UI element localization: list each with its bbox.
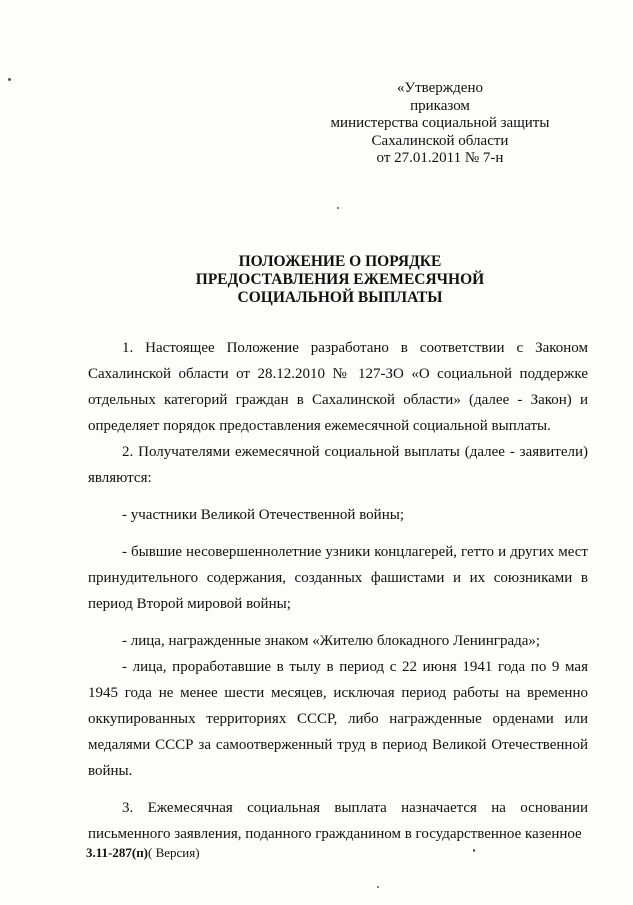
scan-speck [8,78,11,81]
title-line: СОЦИАЛЬНОЙ ВЫПЛАТЫ [237,289,443,306]
approval-line: приказом [410,97,470,114]
scan-speck [473,849,475,852]
approval-line: «Утверждено [396,80,483,96]
approval-line: от 27.01.2011 № 7-н [376,150,504,166]
title-line: ПОЛОЖЕНИЕ О ПОРЯДКЕ [238,253,442,270]
document-body [88,335,588,847]
paragraph-1: 1. Настоящее Положение разработано в соответствии с Законом Сахалинской области от 28.12.2010 № 127-ЗО «О социальной поддержке отдельных категорий граждан в Сахалинской области» (далее - Закон) и определяет порядок предоставления ежемесячной социальной выплаты. [88,340,588,434]
footer-document-code [86,845,200,861]
approval-line: министерства социальной защиты [330,115,550,131]
paragraph-3: 3. Ежемесячная социальная выплата назначается на основании письменного заявления, поданного гражданином в государственное казенное [88,800,588,842]
approval-block [310,80,570,168]
scan-speck [377,886,379,888]
list-item: - лица, проработавшие в тылу в период с 22 июня 1941 года по 9 мая 1945 года не менее шести месяцев, исключая период работы на временно оккупированных территориях СССР, либо награжденные орденами или медалями СССР за самоотверженный труд в период Великой Отечественной войны. [88,659,588,779]
approval-line: Сахалинской области [371,132,509,149]
scan-speck [337,207,339,209]
footer-version: ( Версия) [148,845,200,860]
list-item: - участники Великой Отечественной войны; [122,507,404,523]
list-item: - лица, награжденные знаком «Жителю блокадного Ленинграда»; [122,633,541,649]
footer-code: 3.11-287(п) [86,845,149,860]
title-line: ПРЕДОСТАВЛЕНИЯ ЕЖЕМЕСЯЧНОЙ [195,271,485,288]
list-item: - бывшие несовершеннолетние узники концлагерей, гетто и других мест принудительного содержания, созданных фашистами и их союзниками в период Второй мировой войны; [88,544,588,612]
document-title [140,253,540,307]
paragraph-2: 2. Получателями ежемесячной социальной выплаты (далее - заявители) являются: [88,444,588,486]
